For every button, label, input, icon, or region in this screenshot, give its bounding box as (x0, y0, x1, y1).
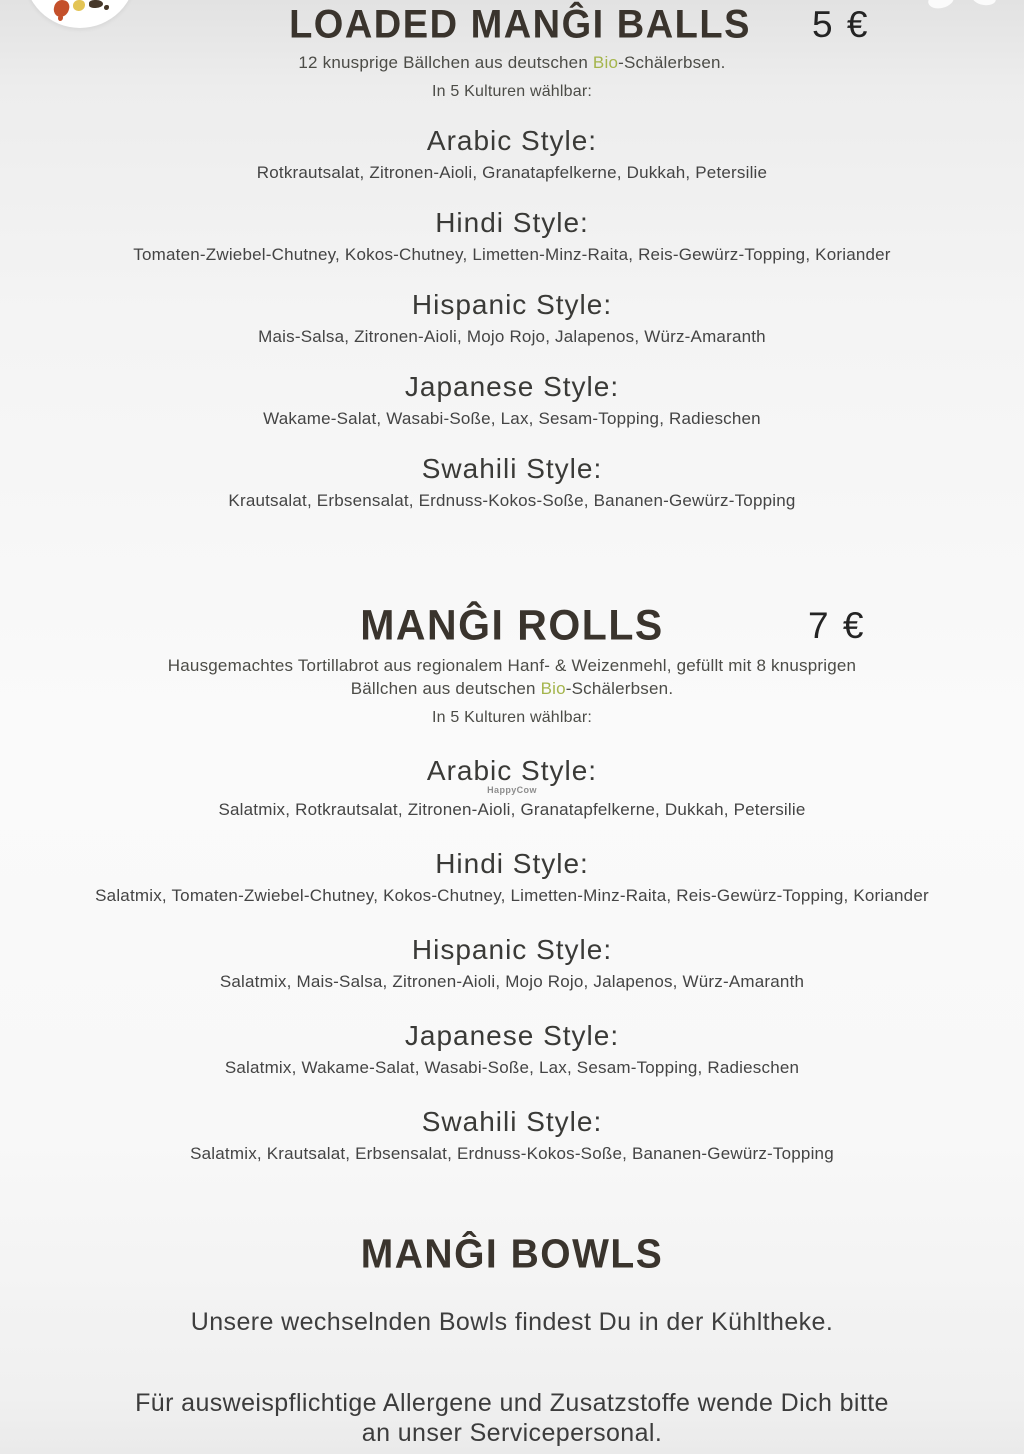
description-text: Bällchen aus deutschen (350, 679, 541, 698)
style-heading: Arabic Style: (426, 755, 598, 786)
price-label: 5 € (812, 4, 870, 45)
section-description (0, 654, 1024, 700)
description-line: Hausgemachtes Tortillabrot aus regionalem Hanf- & Weizenmehl, gefüllt mit 8 knusprigen (167, 656, 857, 675)
style-heading: Swahili Style: (421, 1106, 603, 1137)
section-title: MANĜI ROLLS (360, 601, 664, 649)
bowls-note-text: Unsere wechselnden Bowls findest Du in der Kühltheke. (190, 1308, 834, 1336)
section-mangi-rolls (0, 602, 1024, 1165)
section-title: MANĜI BOWLS (360, 1232, 664, 1277)
footer-line: Für ausweispflichtige Allergene und Zusatzstoffe wende Dich bitte (135, 1389, 889, 1417)
style-heading: Swahili Style: (421, 453, 603, 484)
description-text: -Schälerbsen. (565, 679, 674, 698)
style-heading: Hispanic Style: (411, 934, 613, 965)
style-ingredients: Salatmix, Tomaten-Zwiebel-Chutney, Kokos-Chutney, Limetten-Minz-Raita, Reis-Gewürz-Topping, Koriander (95, 886, 929, 905)
style-block-arabic (0, 754, 1024, 821)
culture-chooser-text: In 5 Kulturen wählbar: (431, 709, 593, 726)
style-heading: Hispanic Style: (411, 289, 613, 320)
style-ingredients: Krautsalat, Erbsensalat, Erdnuss-Kokos-Soße, Bananen-Gewürz-Topping (228, 491, 796, 510)
footer-line: an unser Servicepersonal. (361, 1419, 663, 1447)
bio-highlight: Bio (592, 53, 619, 72)
allergen-footer (0, 1388, 1024, 1448)
style-ingredients: Salatmix, Mais-Salsa, Zitronen-Aioli, Mojo Rojo, Jalapenos, Würz-Amaranth (219, 972, 805, 991)
style-heading: Japanese Style: (404, 371, 620, 402)
section-mangi-bowls (0, 1233, 1024, 1338)
style-heading: Japanese Style: (404, 1020, 620, 1051)
style-block-hindi (0, 847, 1024, 907)
bio-highlight: Bio (540, 679, 566, 698)
balls-title-row (0, 3, 1024, 47)
style-ingredients: Salatmix, Krautsalat, Erbsensalat, Erdnuss-Kokos-Soße, Bananen-Gewürz-Topping (190, 1144, 834, 1163)
style-block-japanese (0, 1019, 1024, 1079)
rolls-title-row (0, 602, 1024, 648)
style-block-swahili (0, 1105, 1024, 1165)
style-block-hispanic (0, 288, 1024, 348)
bowls-title-row (0, 1233, 1024, 1277)
section-description (0, 51, 1024, 74)
style-ingredients: Rotkrautsalat, Zitronen-Aioli, Granatapfelkerne, Dukkah, Petersilie (256, 163, 768, 182)
section-title: LOADED MANĜI BALLS (289, 3, 751, 47)
section-loaded-mangi-balls (0, 0, 1024, 512)
description-line (0, 677, 1024, 700)
style-ingredients: Wakame-Salat, Wasabi-Soße, Lax, Sesam-Topping, Radieschen (263, 409, 761, 428)
style-block-hindi (0, 206, 1024, 266)
description-text: -Schälerbsen. (618, 53, 726, 72)
style-heading: Hindi Style: (435, 207, 589, 238)
style-heading: Hindi Style: (435, 848, 589, 879)
style-block-arabic (0, 124, 1024, 184)
happycow-watermark: HappyCow (487, 785, 537, 795)
style-block-japanese (0, 370, 1024, 430)
style-ingredients: Mais-Salsa, Zitronen-Aioli, Mojo Rojo, Jalapenos, Würz-Amaranth (258, 327, 766, 346)
style-block-swahili (0, 452, 1024, 512)
style-ingredients: Salatmix, Wakame-Salat, Wasabi-Soße, Lax, Sesam-Topping, Radieschen (224, 1058, 800, 1077)
style-heading: Arabic Style: (426, 125, 598, 156)
style-ingredients: Tomaten-Zwiebel-Chutney, Kokos-Chutney, Limetten-Minz-Raita, Reis-Gewürz-Topping, Koriander (133, 245, 891, 264)
description-text: 12 knusprige Bällchen aus deutschen (298, 53, 593, 72)
style-block-hispanic (0, 933, 1024, 993)
price-label: 7 € (808, 605, 866, 646)
style-ingredients: Salatmix, Rotkrautsalat, Zitronen-Aioli, Granatapfelkerne, Dukkah, Petersilie (218, 800, 806, 819)
culture-chooser-text: In 5 Kulturen wählbar: (431, 83, 593, 100)
